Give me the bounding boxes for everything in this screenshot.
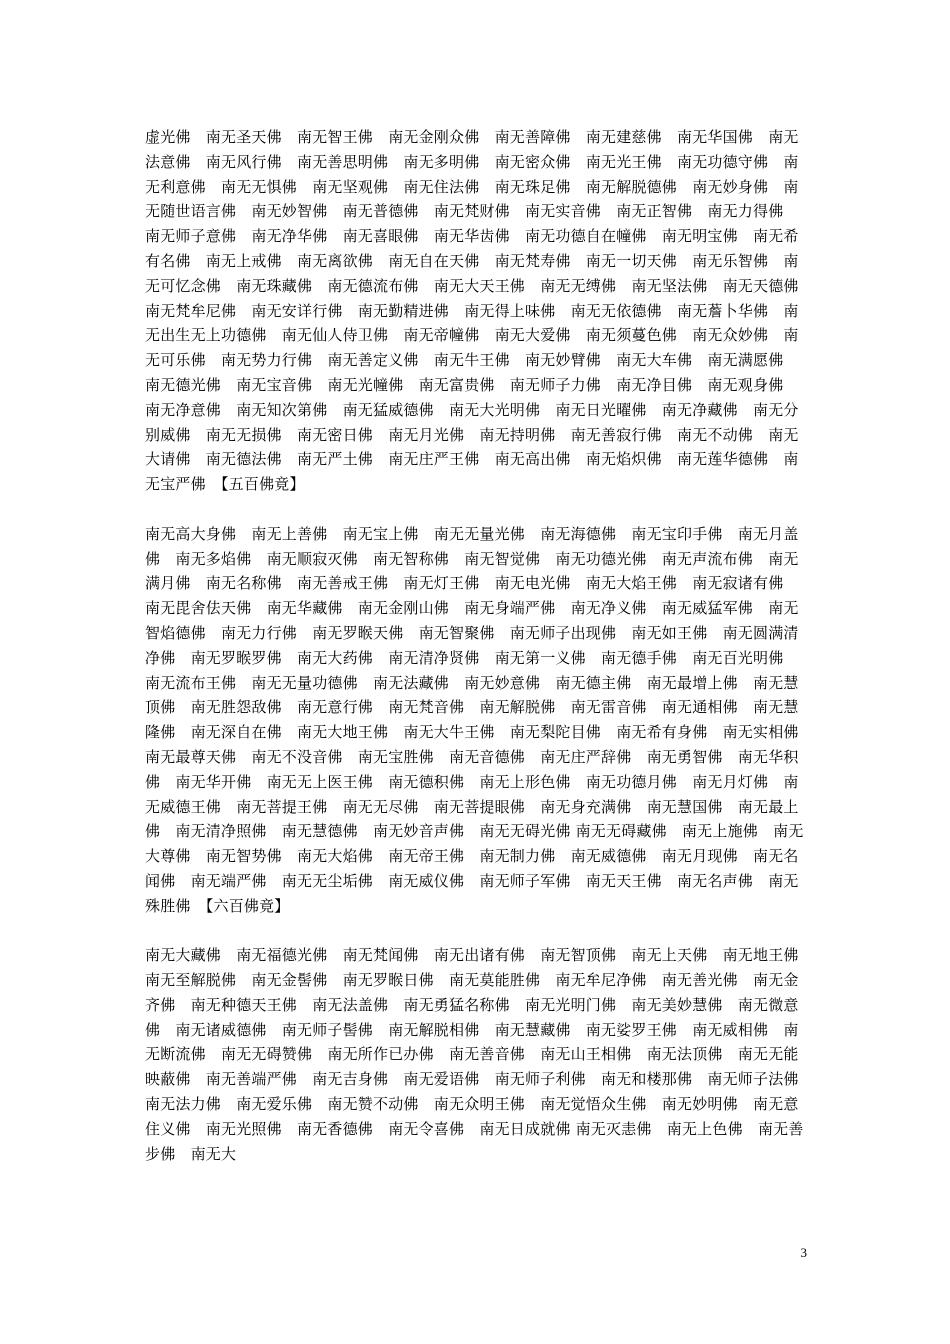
page-number: 3 xyxy=(800,1245,807,1260)
paragraph-3: 南无大藏佛 南无福德光佛 南无梵闻佛 南无出诸有佛 南无智顶佛 南无上天佛 南无地王佛 南无至解脱佛 南无金髻佛 南无罗睺日佛 南无莫能胜佛 南无牟尼净佛 南无善光佛 南无金齐佛 南无种德天王佛 南无法盖佛 南无勇猛名称佛 南无光明门佛 南无美妙慧佛 南无微意佛 南无诸威德佛 南无师子髻佛 南无解脱相佛 南无慧藏佛 南无娑罗王佛 南无威相佛 南无断流佛 南无无碍赞佛 南无所作已办佛 南无善音佛 南无山王相佛 南无法顶佛 南无无能映蔽佛 南无善端严佛 南无吉身佛 南无爱语佛 南无师子利佛 南无和楼那佛 南无师子法佛 南无法力佛 南无爱乐佛 南无赞不动佛 南无众明王佛 南无觉悟众生佛 南无妙明佛 南无意住义佛 南无光照佛 南无香德佛 南无令喜佛 南无日成就佛 南无灭恚佛 南无上色佛 南无善步佛 南无大 xyxy=(145,946,814,1163)
paragraph-gap xyxy=(145,919,807,944)
paragraph-gap xyxy=(145,497,807,522)
paragraph-1: 虚光佛 南无圣天佛 南无智王佛 南无金刚众佛 南无善障佛 南无建慈佛 南无华国佛 南无法意佛 南无风行佛 南无善思明佛 南无多明佛 南无密众佛 南无光王佛 南无功德守佛 南无利意佛 南无无惧佛 南无坚观佛 南无住法佛 南无珠足佛 南无解脱德佛 南无妙身佛 南无随世语言佛 南无妙智佛 南无普德佛 南无梵财佛 南无实音佛 南无正智佛 南无力得佛 南无师子意佛 南无净华佛 南无喜眼佛 南无华齿佛 南无功德自在幢佛 南无明宝佛 南无希有名佛 南无上戒佛 南无离欲佛 南无自在天佛 南无梵寿佛 南无一切天佛 南无乐智佛 南无可忆念佛 南无珠藏佛 南无德流布佛 南无大天王佛 南无无缚佛 南无坚法佛 南无天德佛 南无梵牟尼佛 南无安详行佛 南无勤精进佛 南无得上味佛 南无无依德佛 南无薝卜华佛 南无出生无上功德佛 南无仙人侍卫佛 南无帝幢佛 南无大爱佛 南无须蔓色佛 南无众妙佛 南无可乐佛 南无势力行佛 南无善定义佛 南无牛王佛 南无妙臂佛 南无大车佛 南无满愿佛 南无德光佛 南无宝音佛 南无光幢佛 南无富贵佛 南无师子力佛 南无净目佛 南无观身佛 南无净意佛 南无知次第佛 南无猛威德佛 南无大光明佛 南无日光曜佛 南无净藏佛 南无分别威佛 南无无损佛 南无密日佛 南无月光佛 南无持明佛 南无善寂行佛 南无不动佛 南无大请佛 南无德法佛 南无严土佛 南无庄严王佛 南无高出佛 南无焰炽佛 南无莲华德佛 南无宝严佛 【五百佛竟】 xyxy=(145,128,814,494)
paragraph-2: 南无高大身佛 南无上善佛 南无宝上佛 南无无量光佛 南无海德佛 南无宝印手佛 南无月盖佛 南无多焰佛 南无顺寂灭佛 南无智称佛 南无智觉佛 南无功德光佛 南无声流布佛 南无满月佛 南无名称佛 南无善戒王佛 南无灯王佛 南无电光佛 南无大焰王佛 南无寂诸有佛 南无毘舍佉天佛 南无华藏佛 南无金刚山佛 南无身端严佛 南无净义佛 南无威猛军佛 南无智焰德佛 南无力行佛 南无罗睺天佛 南无智聚佛 南无师子出现佛 南无如王佛 南无圆满清净佛 南无罗睺罗佛 南无大药佛 南无清净贤佛 南无第一义佛 南无德手佛 南无百光明佛 南无流布王佛 南无无量功德佛 南无法藏佛 南无妙意佛 南无德主佛 南无最增上佛 南无慧顶佛 南无胜怨敌佛 南无意行佛 南无梵音佛 南无解脱佛 南无雷音佛 南无通相佛 南无慧隆佛 南无深自在佛 南无大地王佛 南无大牛王佛 南无梨陀目佛 南无希有身佛 南无实相佛 南无最尊天佛 南无不没音佛 南无宝胜佛 南无音德佛 南无庄严辞佛 南无勇智佛 南无华积佛 南无华开佛 南无无上医王佛 南无德积佛 南无上形色佛 南无功德月佛 南无月灯佛 南无威德王佛 南无菩提王佛 南无无尽佛 南无菩提眼佛 南无身充满佛 南无慧国佛 南无最上佛 南无清净照佛 南无慧德佛 南无妙音声佛 南无无碍光佛 南无无碍藏佛 南无上施佛 南无大尊佛 南无智势佛 南无大焰佛 南无帝王佛 南无制力佛 南无威德佛 南无月现佛 南无名闻佛 南无端严佛 南无无尘垢佛 南无威仪佛 南无师子军佛 南无天王佛 南无名声佛 南无殊胜佛 【六百佛竟】 xyxy=(145,524,814,915)
page-body xyxy=(145,125,814,1166)
